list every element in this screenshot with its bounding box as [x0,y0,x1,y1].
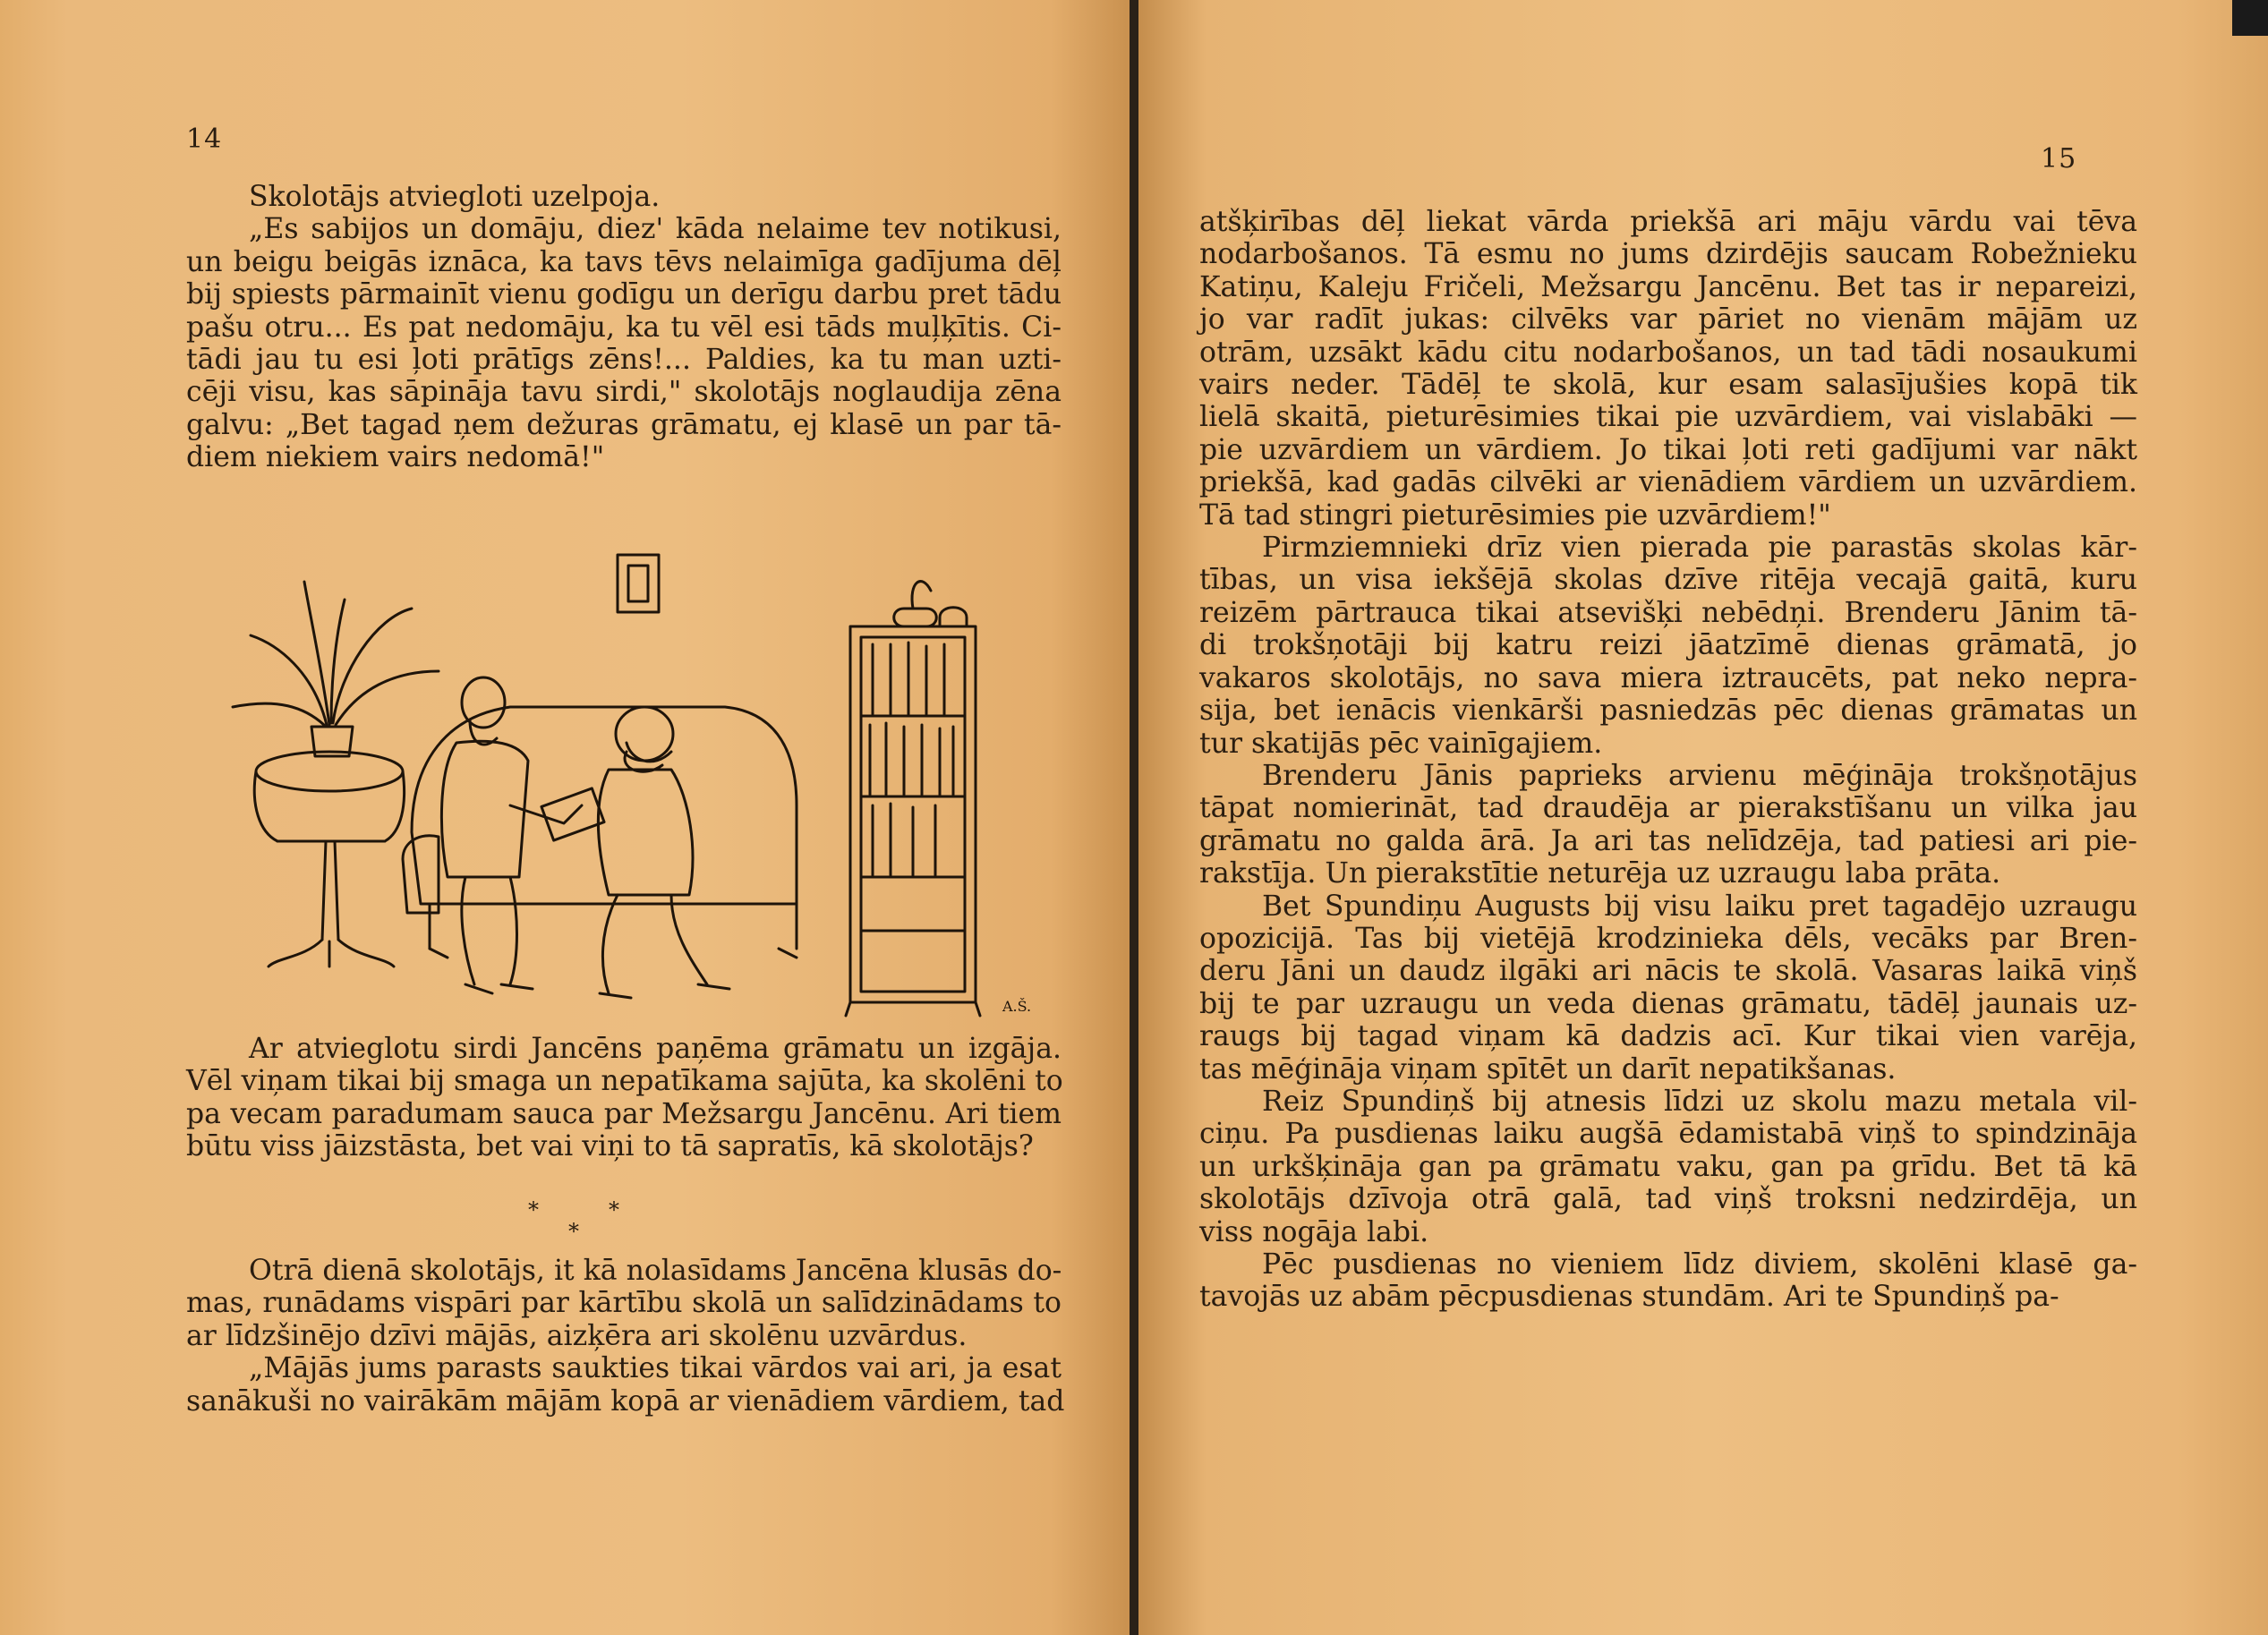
text-line: „Es sabijos un domāju, diez' kāda nelaime tev notikusi, [249,213,1062,246]
paragraph [186,1352,1065,1418]
page-number: 15 [2041,143,2077,175]
text-line: Pēc pusdienas no vieniem līdz diviem, skolēni klasē ga- [1262,1248,2137,1281]
right-page [1138,0,2268,1635]
text-line: ar līdzšinējo dzīvi mājās, aizķēra ari skolēnu uzvārdus. [186,1319,968,1352]
text-line: vakaros skolotājs, no sava miera iztraucēts, pat neko nepra- [1199,661,2137,694]
text-line: Katiņu, Kaleju Fričeli, Mežsargu Jancēnu. Bet tas ir nepareizi, [1199,270,2137,303]
text-line: raugs bij tagad viņam kā dadzis acī. Kur tikai vien varēja, [1199,1020,2137,1053]
section-separator [501,1197,716,1251]
text-line: vairs neder. Tādēļ te skolā, kur esam salasījušies kopā tik [1199,369,2137,402]
text-line: Ar atvieglotu sirdi Jancēns paņēma grāmatu un izgāja. [249,1033,1062,1065]
paragraph [1199,206,2137,532]
text-line: tur skatijās pēc vainīgajiem. [1199,727,1603,760]
text-line: tības, un visa iekšējā skolas dzīve ritēja vecajā gaitā, kuru [1199,564,2137,597]
text-line: sanākuši no vairākām mājām kopā ar vienādiem vārdiem, tad [186,1384,1065,1418]
text-line: bij te par uzraugu un veda dienas grāmatu, tādēļ jaunais uz- [1199,987,2137,1020]
left-page [0,0,1130,1635]
text-line: „Mājās jums parasts saukties tikai vārdos vai ari, ja esat [249,1352,1062,1385]
separator-star: * [568,1219,579,1244]
text-line: Reiz Spundiņš bij atnesis līdzi uz skolu mazu metala vil- [1262,1085,2137,1118]
separator-star: * [528,1197,539,1222]
text-line: Otrā dienā skolotājs, it kā nolasīdams Jancēna klusās do- [249,1255,1062,1287]
text-line: Skolotājs atviegloti uzelpoja. [249,181,661,213]
text-block-after [186,1255,1065,1418]
text-line: Pirmziemnieki drīz vien pierada pie parastās skolas kār- [1262,532,2137,565]
paragraph [186,181,1062,213]
text-line: rakstīja. Un pierakstītie neturēja uz uzraugu laba prāta. [1199,857,2001,890]
text-line: galvu: „Bet tagad ņem dežuras grāmatu, ej klasē un par tā- [186,408,1062,441]
text-line: un urkšķināja gan pa grāmatu vaku, gan pa grīdu. Bet tā kā [1199,1150,2137,1183]
text-line: atšķirības dēļ liekat vārda priekšā ari māju vārdu vai tēva [1199,206,2137,238]
paragraph [1199,1248,2137,1314]
paragraph [186,213,1062,473]
text-line: un beigu beigās iznāca, ka tavs tēvs nelaimīga gadījuma dēļ [186,245,1062,278]
paragraph [1199,760,2137,890]
paragraph [1199,532,2137,760]
text-line: nodarbošanos. Tā esmu no jums dzirdējis saucam Robežnieku [1199,238,2137,271]
text-line: skolotājs dzīvoja otrā galā, tad viņš troksni nedzirdēja, un [1199,1183,2137,1216]
text-line: viss nogāja labi. [1199,1215,1429,1248]
text-line: Vēl viņam tikai bij smaga un nepatīkama sajūta, ka skolēni to [186,1065,1063,1098]
page-number: 14 [186,123,223,155]
text-line: bij spiests pārmainīt vienu godīgu un derīgu darbu pret tādu [186,278,1062,311]
text-line: tāpat nomierināt, tad draudēja ar pierakstīšanu un vilka jau [1199,792,2137,825]
text-block-bottom [186,1033,1062,1163]
text-line: jo var radīt jukas: cilvēks var pāriet no vienām mājām uz [1199,303,2137,336]
separator-star: * [609,1197,619,1222]
text-line: deru Jāni un daudz ilgāki ari nācis te skolā. Vasaras laikā viņš [1199,955,2137,988]
text-line: reizēm pārtrauca tikai atsevišķi nebēdņi. Brenderu Jānim tā- [1199,596,2137,629]
text-line: tas mēģināja viņam spītēt un darīt nepatikšanas. [1199,1052,1897,1086]
text-line: otrām, uzsākt kādu citu nodarbošanos, un tad tādi nosaukumi [1199,336,2137,369]
text-line: sija, bet ienācis vienkārši pasniedzās pēc dienas grāmatas un [1199,694,2137,728]
paragraph [1199,1086,2137,1248]
paragraph [186,1033,1062,1163]
text-block-main [1199,206,2137,1314]
paragraph [1199,890,2137,1086]
text-line: pašu otru... Es pat nedomāju, ka tu vēl esi tāds muļķītis. Ci- [186,311,1062,344]
text-line: grāmatu no galda ārā. Ja ari tas nelīdzēja, tad patiesi ari pie- [1199,824,2137,857]
text-line: mas, runādams vispāri par kārtību skolā un salīdzinādams to [186,1287,1062,1320]
illustration-teacher-and-boy [224,537,1056,1020]
text-line: di trokšņotāji bij katru reizi jāatzīmē dienas grāmatā, jo [1199,629,2137,662]
text-line: pie uzvārdiem un vārdiem. Jo tikai ļoti reti gadījumi var nākt [1199,433,2137,466]
text-line: tavojās uz abām pēcpusdienas stundām. Ari te Spundiņš pa- [1199,1281,2059,1314]
text-line: Tā tad stingri pieturēsimies pie uzvārdiem!" [1199,498,1831,532]
text-line: ciņu. Pa pusdienas laiku augšā ēdamistabā viņš to spindzināja [1199,1118,2137,1151]
paragraph [186,1255,1062,1352]
book-gutter [1130,0,1138,1635]
text-line: būtu viss jāizstāsta, bet vai viņi to tā sapratīs, kā skolotājs? [186,1130,1034,1163]
text-block-top [186,181,1062,474]
text-line: pa vecam paradumam sauca par Mežsargu Jancēnu. Ari tiem [186,1097,1062,1130]
page-corner [2232,0,2268,36]
text-line: tādi jau tu esi ļoti prātīgs zēns!... Paldies, ka tu man uzti- [186,344,1062,377]
text-line: Bet Spundiņu Augusts bij visu laiku pret tagadējo uzraugu [1262,890,2137,923]
text-line: diem niekiem vairs nedomā!" [186,441,605,474]
text-line: Brenderu Jānis paprieks arvienu mēģināja trokšņotājus [1262,759,2137,792]
text-line: cēji visu, kas sāpināja tavu sirdi," skolotājs noglaudija zēna [186,376,1062,409]
illustration-signature: A.Š. [1002,998,1032,1015]
text-line: lielā skaitā, pieturēsimies tikai pie uzvārdiem, vai vislabāki — [1199,401,2137,434]
text-line: priekšā, kad gadās cilvēki ar vienādiem vārdiem un uzvārdiem. [1199,466,2137,499]
text-line: opozicijā. Tas bij vietējā krodzinieka dēls, vecāks par Bren- [1199,922,2137,955]
